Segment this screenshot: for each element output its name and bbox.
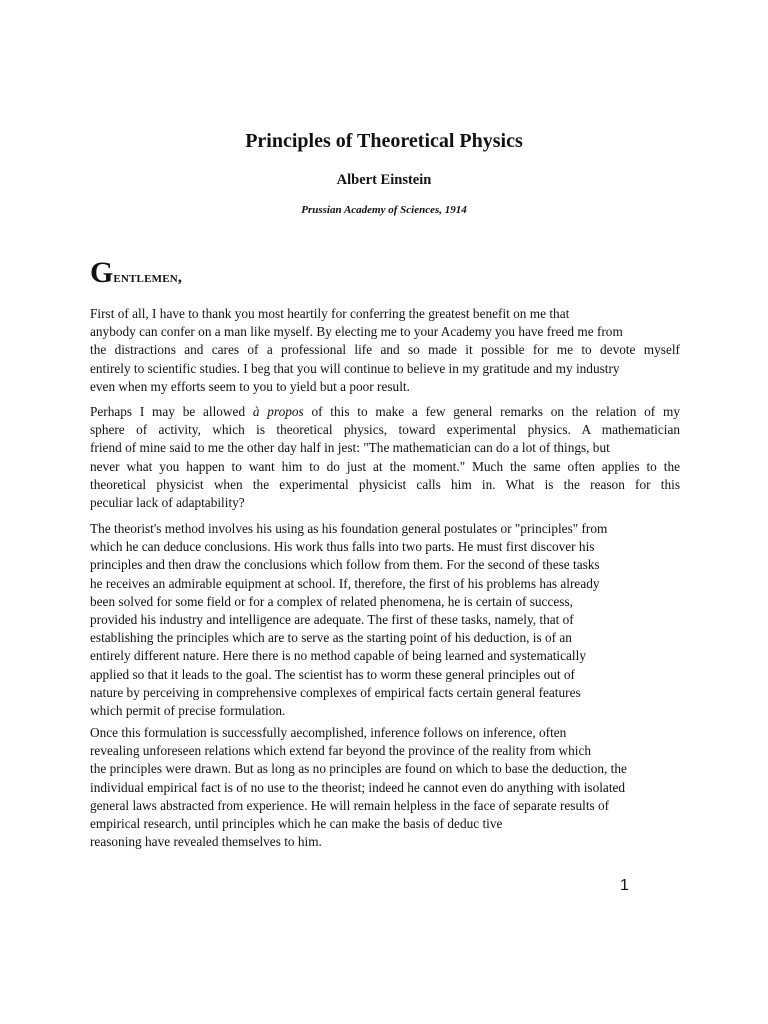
paragraph-line: been solved for some field or for a complex of related phenomena, he is certain of success, bbox=[90, 593, 573, 609]
paragraph-line: entirely to scientific studies. I beg that you will continue to believe in my gratitude and my industry bbox=[90, 360, 620, 376]
paragraph-line: establishing the principles which are to serve as the starting point of his deduction, is of an bbox=[90, 630, 572, 646]
paragraph-line: provided his industry and intelligence are adequate. The first of these tasks, namely, that of bbox=[90, 612, 574, 628]
paragraph-line: the principles were drawn. But as long as no principles are found on which to base the deduction, the bbox=[90, 761, 627, 777]
paragraph-line: even when my efforts seem to you to yield but a poor result. bbox=[90, 378, 410, 394]
paragraph-4 bbox=[90, 724, 680, 851]
page-number: 1 bbox=[620, 877, 629, 894]
paragraph-2 bbox=[90, 403, 680, 512]
paragraph-line: applied so that it leads to the goal. The scientist has to worm these general principles out of bbox=[90, 666, 575, 682]
paragraph-text: Perhaps I may be allowed bbox=[90, 404, 253, 419]
paragraph-line: friend of mine said to me the other day half in jest: "The mathematician can do a lot of things, but bbox=[90, 440, 610, 456]
paragraph-line: the distractions and cares of a professional life and so made it possible for me to devote myself bbox=[90, 342, 680, 358]
paragraph-line: anybody can confer on a man like myself. By electing me to your Academy you have freed me from bbox=[90, 324, 623, 340]
paragraph-line bbox=[90, 403, 680, 421]
paragraph-line: The theorist's method involves his using as his foundation general postulates or "principles" from bbox=[90, 521, 608, 536]
salutation-initial: G bbox=[90, 256, 114, 289]
salutation bbox=[90, 258, 182, 288]
paragraph-line: which he can deduce conclusions. His work thus falls into two parts. He must first discover his bbox=[90, 539, 595, 555]
italic-phrase: à propos bbox=[252, 404, 304, 419]
paragraph-line: individual empirical fact is of no use to the theorist; indeed he cannot even do anything with isolated bbox=[90, 779, 626, 795]
paragraph-line: he receives an admirable equipment at school. If, therefore, the first of his problems has already bbox=[90, 575, 600, 591]
salutation-rest: entlemen, bbox=[113, 269, 183, 286]
paragraph-line: theoretical physicist when the experimental physicist calls him in. What is the reason for this bbox=[90, 476, 680, 492]
paragraph-1 bbox=[90, 305, 680, 396]
paragraph-line: which permit of precise formulation. bbox=[90, 703, 286, 719]
document-author: Albert Einstein bbox=[336, 172, 432, 188]
paragraph-line: sphere of activity, which is theoretical physics, toward experimental physics. A mathematician bbox=[90, 422, 680, 438]
document-affiliation: Prussian Academy of Sciences, 1914 bbox=[301, 204, 467, 216]
paragraph-line: revealing unforeseen relations which extend far beyond the province of the reality from which bbox=[90, 743, 592, 759]
paragraph-line: principles and then draw the conclusions which follow from them. For the second of these tasks bbox=[90, 557, 600, 573]
paragraph-line: nature by perceiving in comprehensive complexes of empirical facts certain general features bbox=[90, 684, 581, 700]
paragraph-line: empirical research, until principles which he can make the basis of deduc tive bbox=[90, 816, 503, 832]
paragraph-line: peculiar lack of adaptability? bbox=[90, 495, 245, 511]
paragraph-line: general laws abstracted from experience. He will remain helpless in the face of separate results of bbox=[90, 797, 610, 813]
paragraph-3 bbox=[90, 520, 680, 720]
paragraph-line: never what you happen to want him to do just at the moment." Much the same often applies to the bbox=[90, 458, 680, 474]
document-title: Principles of Theoretical Physics bbox=[245, 130, 523, 152]
paragraph-line: Once this formulation is successfully aecomplished, inference follows on inference, often bbox=[90, 725, 567, 740]
paragraph-line: reasoning have revealed themselves to him. bbox=[90, 834, 322, 850]
paragraph-line: entirely different nature. Here there is no method capable of being learned and systematically bbox=[90, 648, 586, 664]
paragraph-line: First of all, I have to thank you most heartily for conferring the greatest benefit on me that bbox=[90, 306, 570, 321]
paragraph-text: of this to make a few general remarks on the relation of my bbox=[303, 404, 680, 419]
